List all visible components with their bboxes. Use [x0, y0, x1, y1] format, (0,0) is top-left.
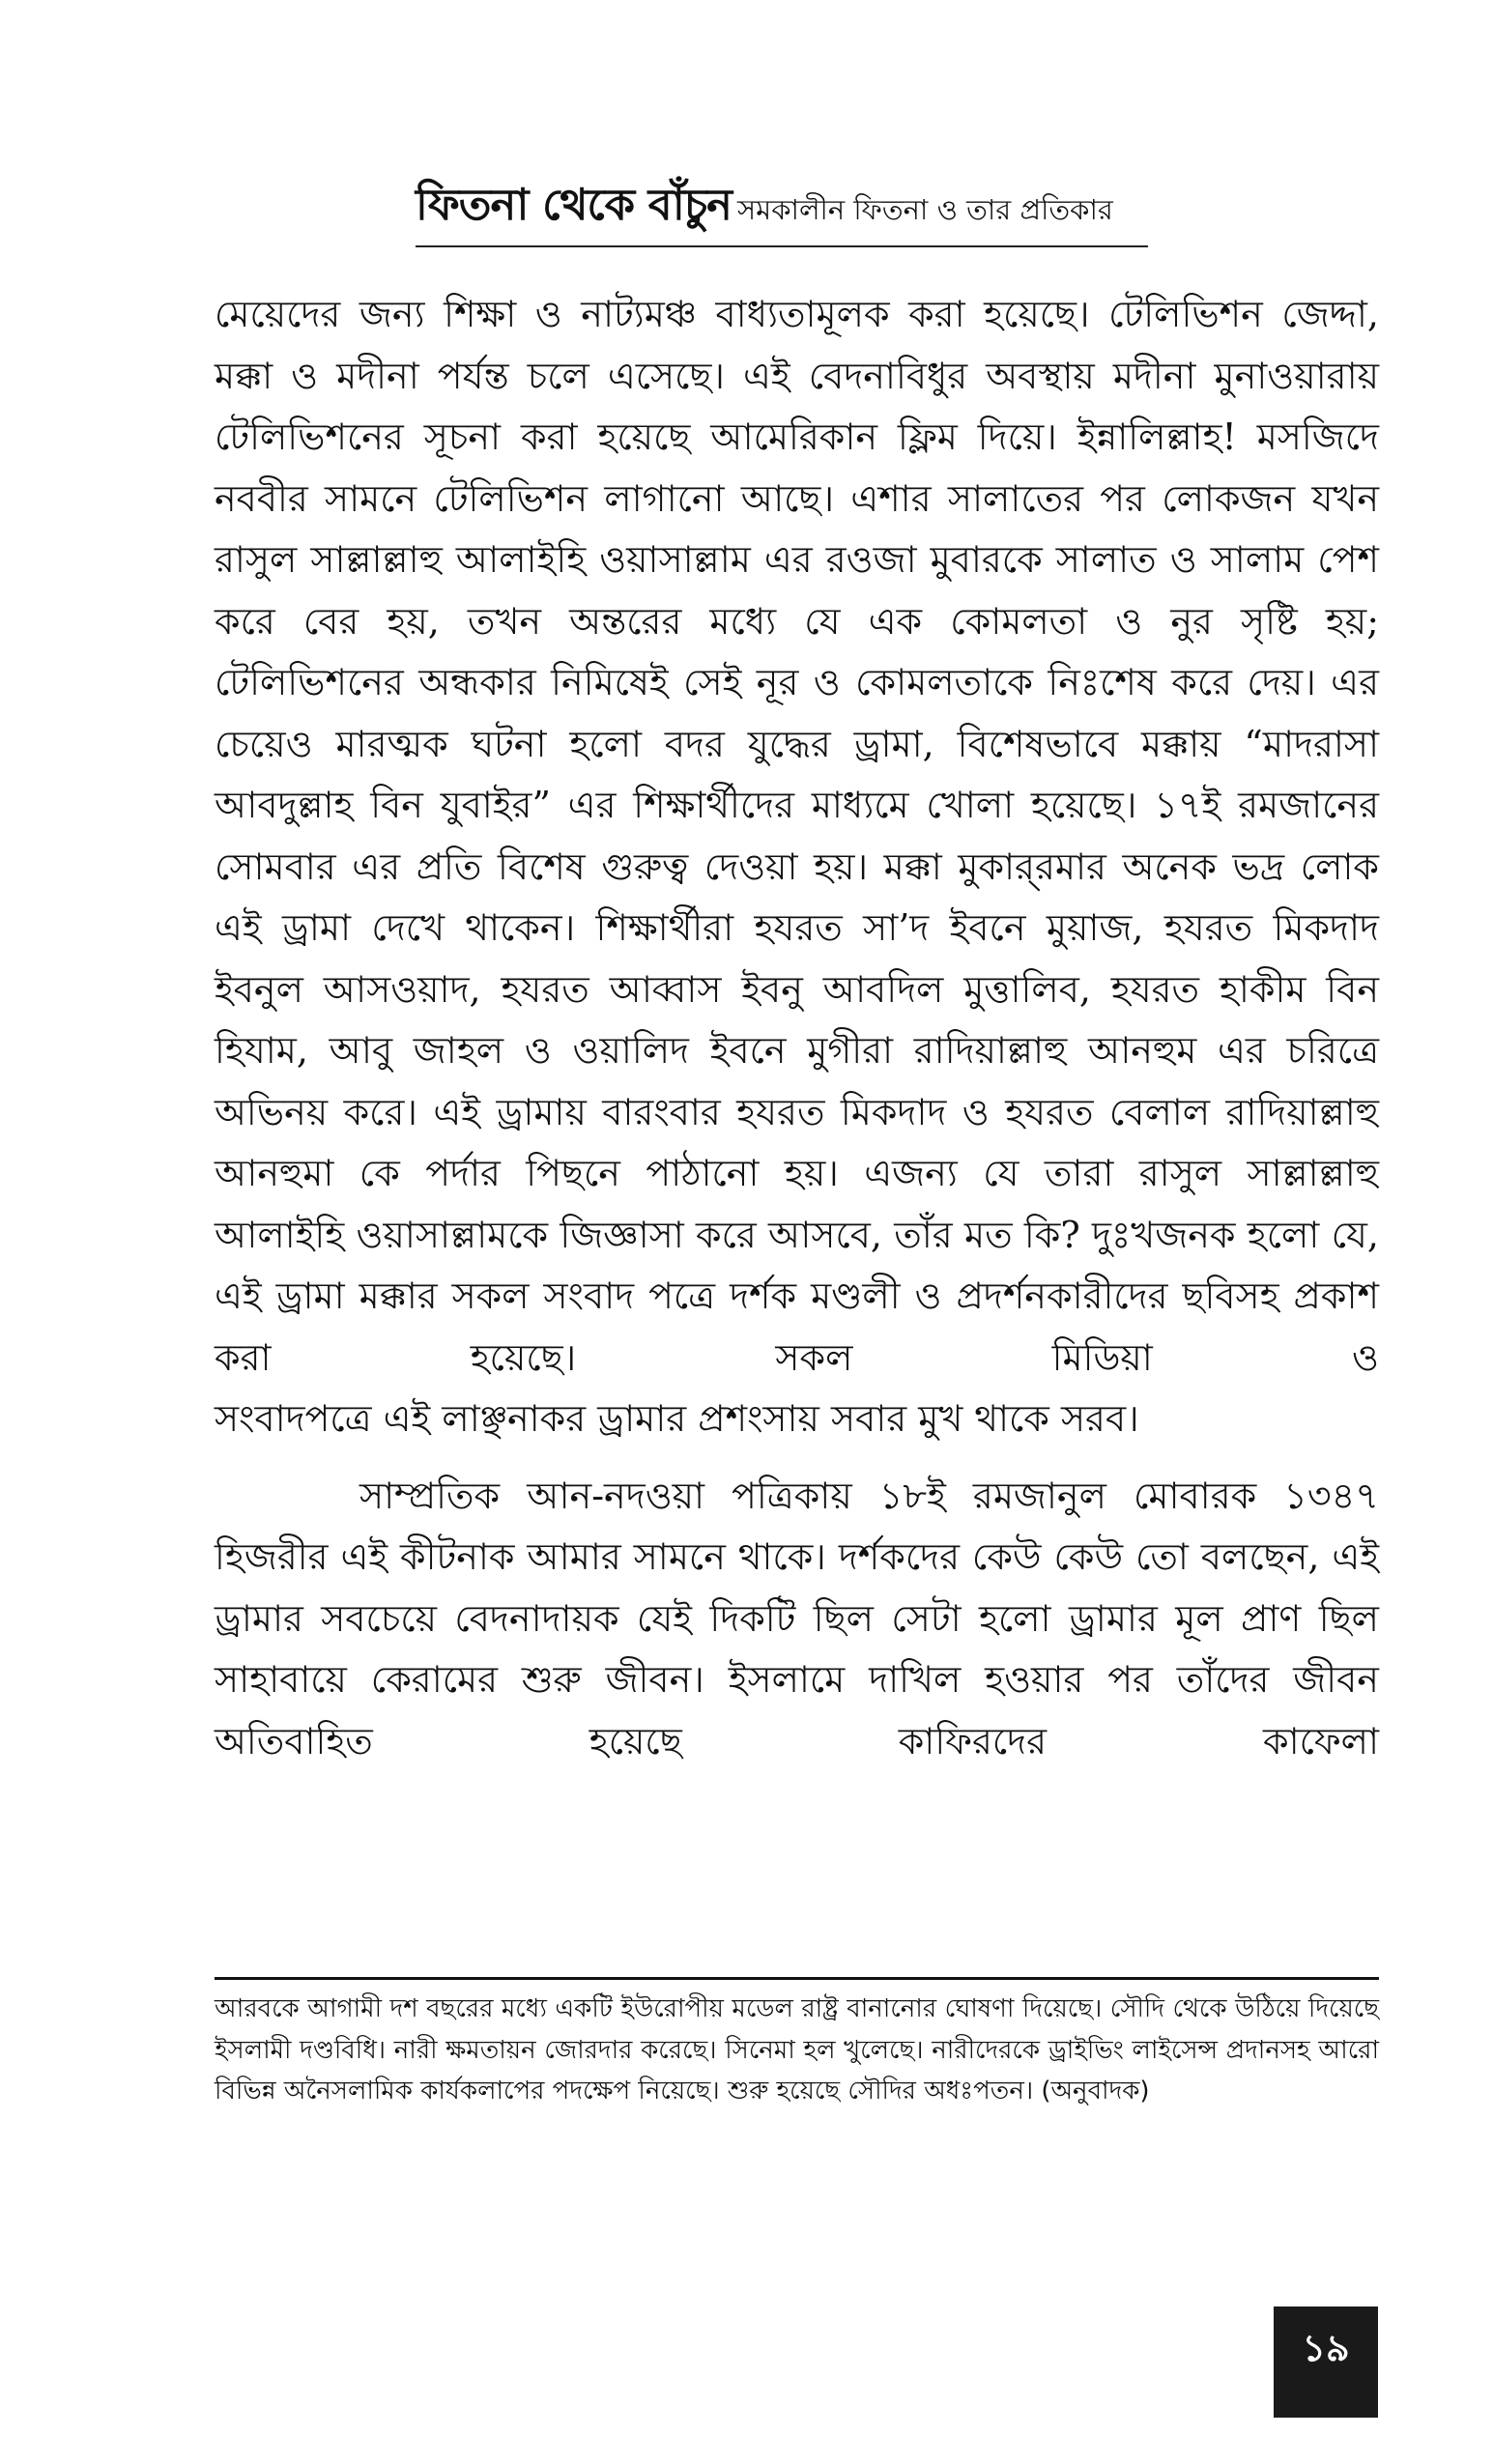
page-number: ১৯: [1302, 2327, 1350, 2369]
paragraph-1: [215, 284, 1379, 1389]
header-text-line: [416, 172, 1150, 244]
paragraph-1-last-line: সংবাদপত্রে এই লাঞ্ছনাকর ড্রামার প্রশংসায় সবার মুখ থাকে সরব।: [215, 1397, 1139, 1440]
paragraph-1-text: মেয়েদের জন্য শিক্ষা ও নাট্যমঞ্চ বাধ্যতামূলক করা হয়েছে। টেলিভিশন জেদ্দা, মক্কা ও মদীনা পর্যন্ত চলে এসেছে। এই বেদনাবিধুর অবস্থায় মদীনা মুনাওয়ারায় টেলিভিশনের সূচনা করা হয়েছে আমেরিকান ফ্লিম দিয়ে। ইন্নালিল্লাহ! মসজিদে নববীর সামনে টেলিভিশন লাগানো আছে। এশার সালাতের পর লোকজন যখন রাসুল সাল্লাল্লাহু আলাইহি ওয়াসাল্লাম এর রওজা মুবারকে সালাত ও সালাম পেশ করে বের হয়, তখন অন্তরের মধ্যে যে এক কোমলতা ও নুর সৃষ্টি হয়; টেলিভিশনের অন্ধকার নিমিষেই সেই নূর ও কোমলতাকে নিঃশেষ করে দেয়। এর চেয়েও মারত্মক ঘটনা হলো বদর যুদ্ধের ড্রামা, বিশেষভাবে মক্কায় “মাদরাসা আবদুল্লাহ বিন যুবাইর” এর শিক্ষার্থীদের মাধ্যমে খোলা হয়েছে। ১৭ই রমজানের সোমবার এর প্রতি বিশেষ গুরুত্ব দেওয়া হয়। মক্কা মুকার্‌রমার অনেক ভদ্র লোক এই ড্রামা দেখে থাকেন। শিক্ষার্থীরা হযরত সা’দ ইবনে মুয়াজ, হযরত মিকদাদ ইবনুল আসওয়াদ, হযরত আব্বাস ইবনু আবদিল মুত্তালিব, হযরত হাকীম বিন হিযাম, আবু জাহল ও ওয়ালিদ ইবনে মুগীরা রাদিয়াল্লাহু আনহুম এর চরিত্রে অভিনয় করে। এই ড্রামায় বারংবার হযরত মিকদাদ ও হযরত বেলাল রাদিয়াল্লাহু আনহুমা কে পর্দার পিছনে পাঠানো হয়। এজন্য যে তারা রাসুল সাল্লাল্লাহু আলাইহি ওয়াসাল্লামকে জিজ্ঞাসা করে আসবে, তাঁর মত কি? দুঃখজনক হলো যে, এই ড্রামা মক্কার সকল সংবাদ পত্রে দর্শক মণ্ডলী ও প্রদর্শনকারীদের ছবিসহ প্রকাশ করা হয়েছে। সকল মিডিয়া ও: [215, 293, 1379, 1379]
page-number-box: [1274, 2306, 1378, 2418]
book-title: ফিতনা থেকে বাঁচুন: [416, 179, 732, 230]
footnote: আরবকে আগামী দশ বছরের মধ্যে একটি ইউরোপীয় মডেল রাষ্ট্র বানানোর ঘোষণা দিয়েছে। সৌদি থেকে উঠিয়ে দিয়েছে ইসলামী দণ্ডবিধি। নারী ক্ষমতায়ন জোরদার করেছে। সিনেমা হল খুলেছে। নারীদেরকে ড্রাইভিং লাইসেন্স প্রদানসহ আরো বিভিন্ন অনৈসলামিক কার্যকলাপের পদক্ষেপ নিয়েছে। শুরু হয়েছে সৌদির অধঃপতন। (অনুবাদক): [215, 1994, 1379, 2106]
book-subtitle: সমকালীন ফিতনা ও তার প্রতিকার: [736, 193, 1113, 226]
running-header: [416, 172, 1150, 249]
paragraph-2: সাম্প্রতিক আন-নদওয়া পত্রিকায় ১৮ই রমজানুল মোবারক ১৩৪৭ হিজরীর এই কীটনাক আমার সামনে থাকে। দর্শকদের কেউ কেউ তো বলছেন, এই ড্রামার সবচেয়ে বেদনাদায়ক যেই দিকটি ছিল সেটা হলো ড্রামার মূল প্রাণ ছিল সাহাবায়ে কেরামের শুরু জীবন। ইসলামে দাখিল হওয়ার পর তাঁদের জীবন অতিবাহিত হয়েছে কাফিরদের কাফেলা: [215, 1474, 1379, 1762]
header-rule: [416, 245, 1148, 247]
main-text: [215, 284, 1379, 1772]
footnote-rule: [215, 1977, 1379, 1980]
